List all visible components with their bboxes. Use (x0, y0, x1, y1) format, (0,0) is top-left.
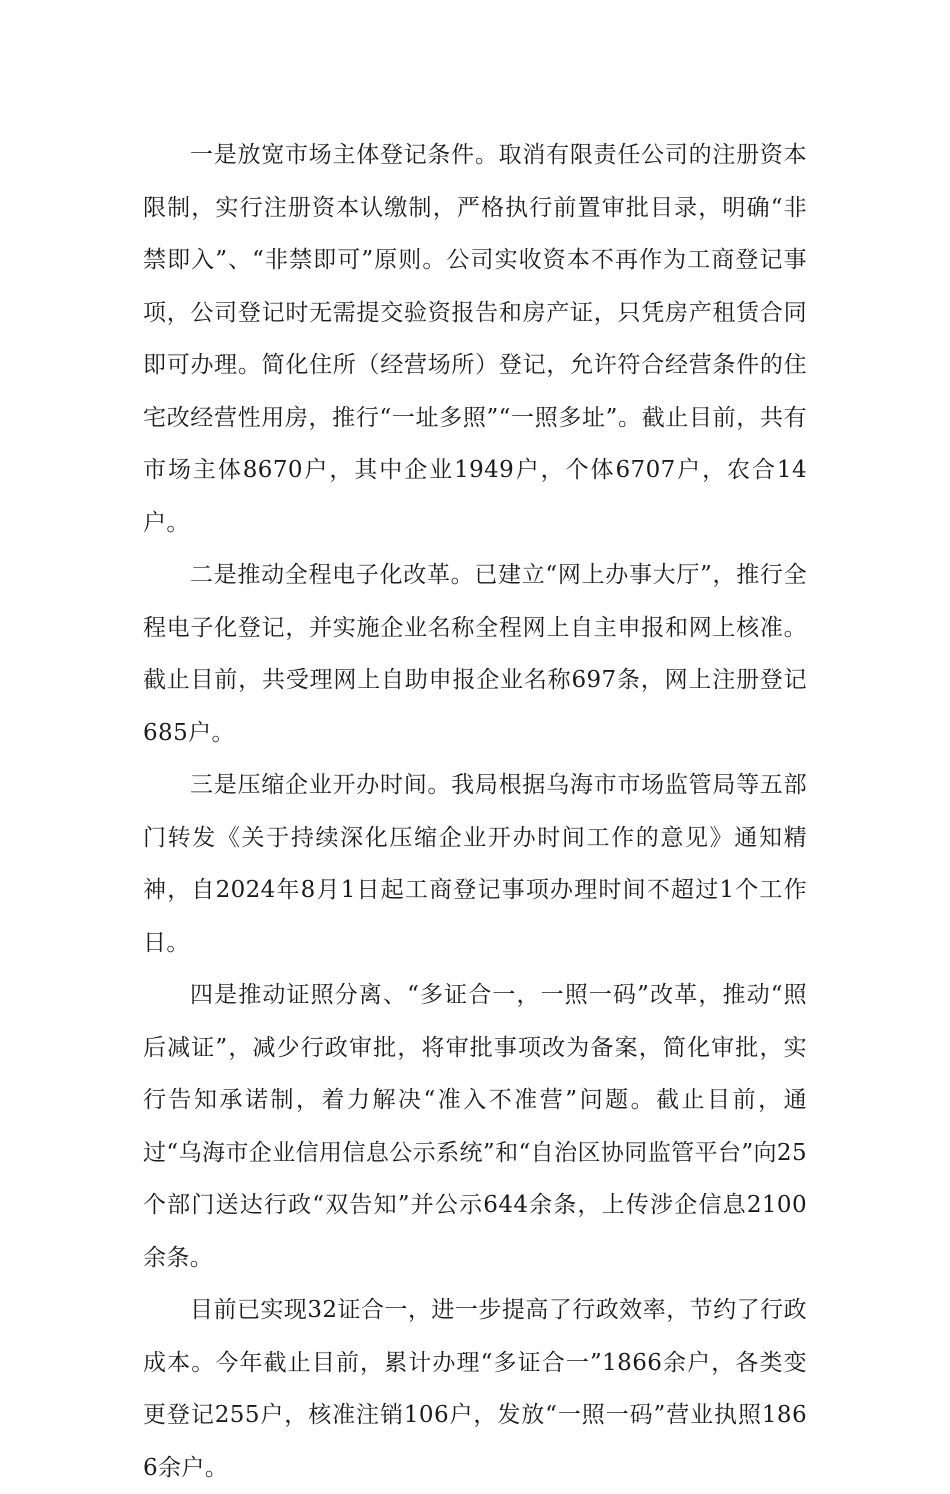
paragraph-e-registration: 二是推动全程电子化改革。已建立“网上办事大厅”，推行全程电子化登记，并实施企业名称全程网上自主申报和网上核准。截止目前，共受理网上自助申报企业名称697条，网上注册登记685户。 (143, 562, 807, 746)
paragraph-startup-time: 三是压缩企业开办时间。我局根据乌海市市场监管局等五部门转发《关于持续深化压缩企业开办时间工作的意见》通知精神，自2024年8月1日起工商登记事项办理时间不超过1个工作日。 (143, 772, 807, 956)
paragraph-license-reform: 四是推动证照分离、“多证合一，一照一码”改革，推动“照后减证”，减少行政审批，将审批事项改为备案，简化审批，实行告知承诺制，着力解决“准入不准营”问题。截止目前，通过“乌海市企业信用信息公示系统”和“自治区协同监管平台”向25个部门送达行政“双告知”并公示644余条，上传涉企信息2100余条。 (143, 982, 807, 1271)
paragraph-certificate-integration: 目前已实现32证合一，进一步提高了行政效率，节约了行政成本。今年截止目前，累计办理“多证合一”1866余户，各类变更登记255户，核准注销106户，发放“一照一码”营业执照1866余户。 (143, 1297, 807, 1481)
paragraph-market-registration: 一是放宽市场主体登记条件。取消有限责任公司的注册资本限制，实行注册资本认缴制，严格执行前置审批目录，明确“非禁即入”、“非禁即可”原则。公司实收资本不再作为工商登记事项，公司登记时无需提交验资报告和房产证，只凭房产租赁合同即可办理。简化住所（经营场所）登记，允许符合经营条件的住宅改经营性用房，推行“一址多照”“一照多址”。截止目前，共有市场主体8670户，其中企业1949户，个体6707户，农合14户。 (143, 142, 807, 536)
document-body (143, 129, 807, 1494)
